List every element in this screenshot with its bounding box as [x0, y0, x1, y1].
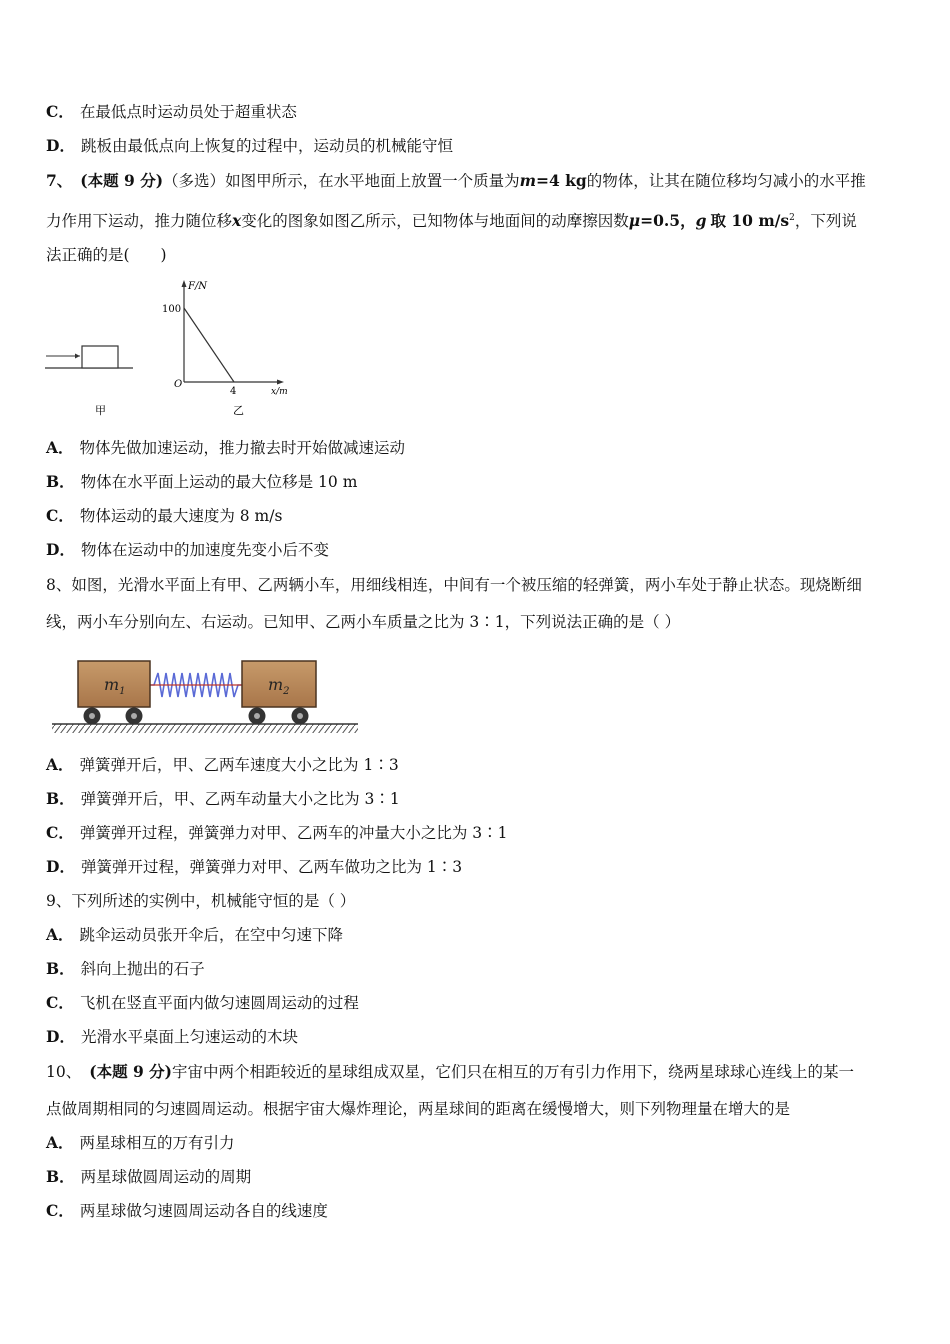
q10-option-a: A． 两星球相互的万有引力 — [46, 1133, 235, 1152]
cart-2 — [242, 661, 316, 725]
x-axis-arrow — [277, 380, 284, 385]
cart-2-label: $m_2$ — [268, 675, 290, 697]
cart-1-wheel-left-hub — [89, 713, 95, 719]
q7-stem-line-1: 7、 (本题 9 分)（多选）如图甲所示，在水平地面上放置一个质量为m=4 kg的物体，让其在随位移均匀减小的水平推 — [46, 171, 866, 190]
ground-hatch — [52, 724, 358, 733]
q9-option-a: A． 跳伞运动员张开伞后，在空中匀速下降 — [46, 925, 344, 944]
q8-stem-line-1: 8、如图，光滑水平面上有甲、乙两辆小车，用细线相连，中间有一个被压缩的轻弹簧，两小车处于静止状态。现烧断细 — [46, 576, 862, 594]
q9-option-b: B． 斜向上抛出的石子 — [46, 959, 205, 978]
caption-left: 甲 — [95, 404, 106, 417]
cart-1 — [78, 661, 150, 725]
y-axis-label: F/N — [188, 281, 208, 292]
q7-figure — [40, 276, 310, 424]
q10-option-c: C． 两星球做匀速圆周运动各自的线速度 — [46, 1201, 328, 1220]
q7-option-b: B． 物体在水平面上运动的最大位移是 10 m — [46, 472, 358, 491]
q10-stem-line-1: 10、 (本题 9 分)宇宙中两个相距较近的星球组成双星，它们只在相互的万有引力作用下，绕两星球球心连线上的某一 — [46, 1062, 854, 1081]
q7-option-c: C． 物体运动的最大速度为 8 m/s — [46, 506, 283, 525]
x-tick-4: 4 — [230, 386, 237, 397]
q8-stem-line-2: 线，两小车分别向左、右运动。已知甲、乙两小车质量之比为 3∶1，下列说法正确的是（ ） — [46, 613, 681, 631]
q8-figure — [48, 654, 364, 744]
force-graph — [162, 280, 288, 397]
q7-option-a: A． 物体先做加速运动，推力撤去时开始做减速运动 — [46, 438, 406, 457]
cart-1-label: $m_1$ — [104, 675, 126, 697]
force-line — [184, 308, 234, 382]
q7-stem-line-2: 力作用下运动，推力随位移x变化的图象如图乙所示，已知物体与地面间的动摩擦因数μ=0.5，g 取 10 $m/s^2$，下列说 — [46, 211, 857, 231]
x-axis-label: x/m — [271, 387, 288, 397]
q6-option-d: D． 跳板由最低点向上恢复的过程中，运动员的机械能守恒 — [46, 136, 453, 155]
q7-stem-line-3: 法正确的是( ) — [46, 246, 167, 264]
q8-option-b: B． 弹簧弹开后，甲、乙两车动量大小之比为 3∶1 — [46, 789, 400, 808]
cart-2-wheel-left-hub — [254, 713, 260, 719]
q9-stem: 9、下列所述的实例中，机械能守恒的是（ ） — [46, 892, 356, 910]
q10-option-b: B． 两星球做圆周运动的周期 — [46, 1167, 252, 1186]
q9-option-d: D． 光滑水平桌面上匀速运动的木块 — [46, 1027, 298, 1046]
origin-label: O — [174, 379, 183, 390]
q8-option-c: C． 弹簧弹开过程，弹簧弹力对甲、乙两车的冲量大小之比为 3∶1 — [46, 823, 508, 842]
y-axis-arrow — [182, 280, 187, 287]
block-diagram — [45, 346, 133, 368]
block — [82, 346, 118, 368]
q9-option-c: C． 飞机在竖直平面内做匀速圆周运动的过程 — [46, 993, 359, 1012]
push-arrowhead — [75, 354, 80, 359]
cart-2-wheel-right-hub — [297, 713, 303, 719]
caption-right: 乙 — [233, 404, 244, 417]
q8-option-a: A． 弹簧弹开后，甲、乙两车速度大小之比为 1∶3 — [46, 755, 399, 774]
y-tick-100: 100 — [162, 304, 182, 315]
q10-stem-line-2: 点做周期相同的匀速圆周运动。根据宇宙大爆炸理论，两星球间的距离在缓慢增大，则下列物理量在增大的是 — [46, 1100, 791, 1118]
q8-option-d: D． 弹簧弹开过程，弹簧弹力对甲、乙两车做功之比为 1∶3 — [46, 857, 463, 876]
q7-option-d: D． 物体在运动中的加速度先变小后不变 — [46, 540, 329, 559]
cart-1-wheel-right-hub — [131, 713, 137, 719]
q6-option-c: C． 在最低点时运动员处于超重状态 — [46, 102, 297, 121]
